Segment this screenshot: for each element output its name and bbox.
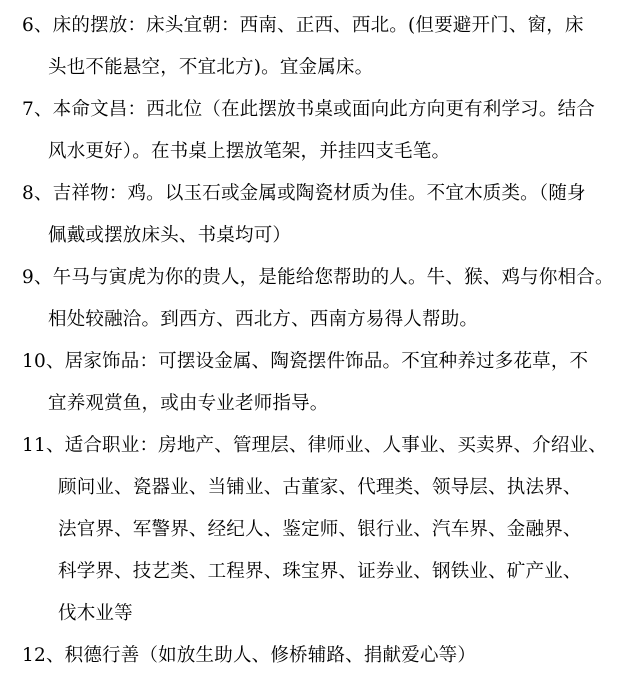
item-6-line-1: 6、床的摆放：床头宜朝：西南、正西、西北。(但要避开门、窗，床 [22, 15, 584, 36]
item-8-line-2: 佩戴或摆放床头、书桌均可） [48, 225, 292, 246]
item-11-line-4: 科学界、技艺类、工程界、珠宝界、证券业、钢铁业、矿产业、 [58, 561, 582, 582]
item-11-line-1: 11、适合职业：房地产、管理层、律师业、人事业、买卖界、介绍业、 [22, 435, 607, 456]
item-12-line-1: 12、积德行善（如放生助人、修桥辅路、捐献爱心等） [22, 645, 477, 666]
item-11-line-3: 法官界、军警界、经纪人、鉴定师、银行业、汽车界、金融界、 [58, 519, 582, 540]
item-11-line-5: 伐木业等 [58, 603, 133, 624]
item-11-line-2: 顾问业、瓷器业、当铺业、古董家、代理类、领导层、执法界、 [58, 477, 582, 498]
item-7-line-1: 7、本命文昌：西北位（在此摆放书桌或面向此方向更有利学习。结合 [22, 99, 595, 120]
item-10-line-2: 宜养观赏鱼，或由专业老师指导。 [48, 393, 329, 414]
item-8-line-1: 8、吉祥物：鸡。以玉石或金属或陶瓷材质为佳。不宜木质类。（随身 [22, 183, 586, 204]
item-10-line-1: 10、居家饰品：可摆设金属、陶瓷摆件饰品。不宜种养过多花草，不 [22, 351, 589, 372]
item-9-line-2: 相处较融洽。到西方、西北方、西南方易得人帮助。 [48, 309, 479, 330]
item-7-line-2: 风水更好）。在书桌上摆放笔架，并挂四支毛笔。 [48, 141, 451, 162]
item-9-line-1: 9、午马与寅虎为你的贵人，是能给您帮助的人。牛、猴、鸡与你相合。 [22, 267, 614, 288]
item-6-line-2: 头也不能悬空，不宜北方)。宜金属床。 [48, 57, 374, 78]
